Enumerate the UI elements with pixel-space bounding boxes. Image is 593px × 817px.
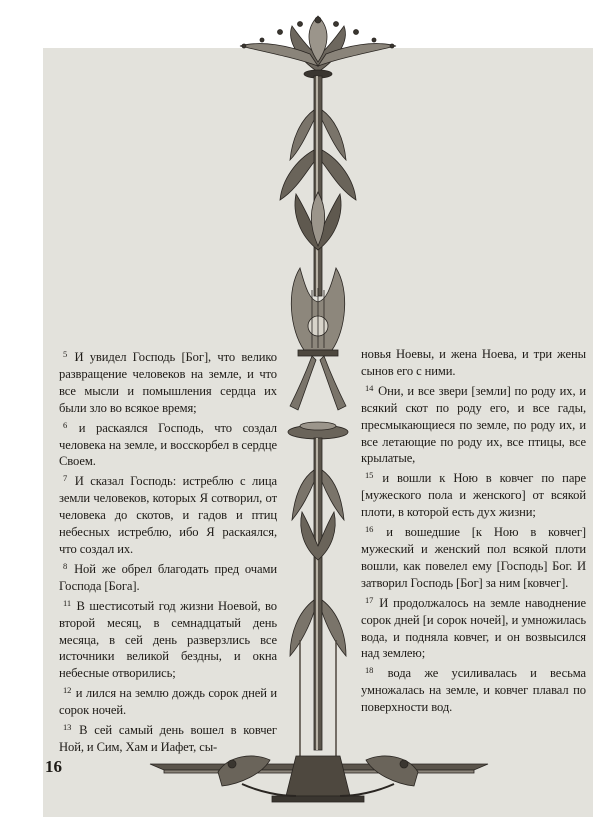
verse-14 <box>361 380 586 468</box>
verse-text: и лился на землю дождь сорок дней и сорок ночей. <box>59 686 277 718</box>
verse-text: вода же усиливалась и весьма умножалась на земле, и ковчег плавал по поверхности вод. <box>361 666 586 715</box>
verse-text: и вошедшие [к Ною в ковчег] мужеский и женский пол всякой плоти вошли, как повелел ему [Господь] Бог. И затворил Господь [Бог] за ним [ковчег]. <box>361 525 586 590</box>
verse-text: Ной же обрел благодать пред очами Господа [Бога]. <box>59 561 277 593</box>
verse-8 <box>59 558 277 595</box>
verse-number: 7 <box>63 473 68 484</box>
left-text-column <box>59 346 277 756</box>
verse-number: 17 <box>365 594 374 605</box>
verse-number: 16 <box>365 524 374 535</box>
verse-text: И увидел Господь [Бог], что велико развращение человеков на земле, и что все мысли и помышления сердца их были зло во всякое время; <box>59 350 277 415</box>
verse-text: В шестисотый год жизни Ноевой, во второй месяц, в семнадцатый день месяца, в сей день разверзлись все источники великой бездны, и окна небесные отворились; <box>59 598 277 681</box>
verse-text: В сей самый день вошел в ковчег Ной, и Сим, Хам и Иафет, сы- <box>59 723 277 754</box>
verse-13-continued <box>361 346 586 380</box>
verse-16 <box>361 521 586 592</box>
verse-17 <box>361 592 586 663</box>
verse-number: 13 <box>63 722 72 733</box>
verse-text: новья Ноевы, и жена Ноева, и три жены сынов его с ними. <box>361 347 586 378</box>
verse-number: 6 <box>63 419 68 430</box>
verse-number: 18 <box>365 665 374 676</box>
verse-text: Они, и все звери [земли] по роду их, и всякий скот по роду его, и все гады, пресмыкающиеся по земле, по роду их, и все летающие по роду их, все птицы, все крылатые, <box>361 383 586 466</box>
verse-text: и вошли к Ною в ковчег по паре [мужеского пола и женского] от всякой плоти, в которой есть дух жизни; <box>361 471 586 520</box>
page-number: 16 <box>45 757 62 776</box>
verse-number: 8 <box>63 560 68 571</box>
verse-15 <box>361 467 586 521</box>
verse-18 <box>361 662 586 716</box>
verse-13 <box>59 719 277 756</box>
griffin-base <box>150 756 488 802</box>
verse-7 <box>59 470 277 558</box>
verse-text: И продолжалось на земле наводнение сорок дней [и сорок ночей], и умножилась вода, и подняла ковчег, и он возвысился над землею; <box>361 595 586 661</box>
verse-6 <box>59 417 277 471</box>
right-text-column <box>361 346 586 716</box>
lotus-crown <box>240 16 396 78</box>
verse-12 <box>59 682 277 719</box>
verse-number: 11 <box>63 597 71 608</box>
verse-text: И сказал Господь: истреблю с лица земли человеков, которых Я сотворил, от человека до скотов, и гадов и птиц небесных истреблю, ибо Я раскаялся, что создал их. <box>59 474 277 556</box>
verse-number: 12 <box>63 685 72 696</box>
verse-text: и раскаялся Господь, что создал человека на земле, и восскорбел в сердце Своем. <box>59 420 277 469</box>
verse-number: 15 <box>365 470 374 481</box>
verse-11 <box>59 595 277 683</box>
verse-5 <box>59 346 277 417</box>
verse-number: 14 <box>365 382 374 393</box>
verse-number: 5 <box>63 349 68 359</box>
